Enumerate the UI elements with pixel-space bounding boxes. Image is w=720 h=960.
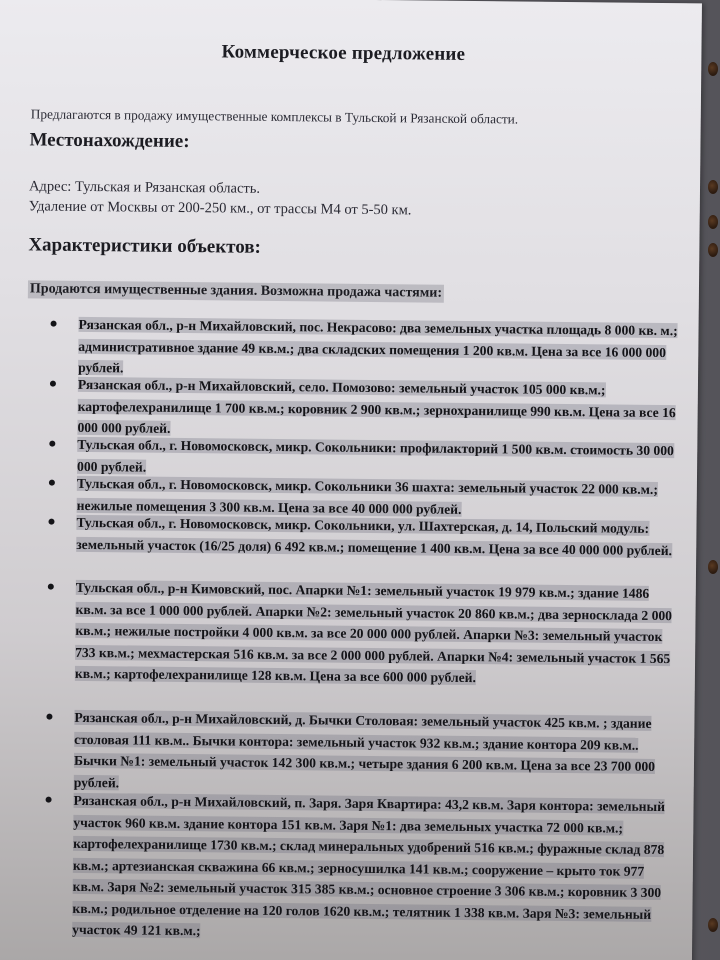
bullet-icon: [48, 584, 54, 590]
ring-hole-icon: [708, 560, 718, 574]
address-line-2: Удаление от Москвы от 200-250 км., от трассы М4 от 5-50 км.: [28, 198, 412, 219]
list-item-text: Тульская обл., г. Новомосковск, микр. Сокольники: профилакторий 1 500 кв.м. стоимость 30 000 000 рублей.: [77, 436, 674, 475]
sale-note: Продаются имущественные здания. Возможна продажа частями:: [28, 280, 444, 302]
list-item-text: Рязанская обл., р-н Михайловский, д. Бычки Столовая: земельный участок 425 кв.м. ; здание столовая 111 кв.м.. Бычки контора: земельный участок 932 кв.м.; здание контора 209 кв.м.. Бычки №1: земельный участок 142 300 кв.м.; четыре здания 6 200 кв.м. Цена за все 23 700 000 рублей.: [73, 709, 656, 790]
intro-text: Предлагаются в продажу имущественные комплексы в Тульской и Рязанской области.: [30, 106, 519, 127]
list-item-text: Рязанская обл., р-н Михайловский, п. Заря. Заря Квартира: 43,2 кв.м. Заря контора: земельный участок 960 кв.м. здание контора 151 кв.м. Заря №1: два земельных участка 72 000 кв.м.; картофелехранилище 1730 кв.м.; склад минеральных удобрений 516 кв.м.; фуражные склад 878 кв.м.; артезианская скважина 66 кв.м.; зерносушилка 141 кв.м.; сооружение – крыто ток 977 кв.м. Заря №2: земельный участок 315 385 кв.м.; основное строение 3 306 кв.м.; коровник 3 300 кв.м.; родильное отделение на 120 голов 1620 кв.м.; телятник 1 338 кв.м. Заря №3: земельный участок 49 121 кв.м.;: [72, 792, 666, 939]
bullet-icon: [46, 714, 52, 720]
bullet-icon: [49, 441, 55, 447]
bullet-icon: [49, 480, 55, 486]
address-line-1: Адрес: Тульская и Рязанская область.: [28, 178, 261, 197]
bullet-icon: [48, 519, 54, 525]
binder-edge: [702, 0, 720, 960]
bullet-icon: [50, 381, 56, 387]
list-item: [75, 577, 676, 691]
ring-hole-icon: [708, 62, 718, 76]
list-item: [76, 512, 676, 561]
characteristics-heading: Характеристики объектов:: [28, 234, 262, 258]
list-item-text: Рязанская обл., р-н Михайловский, село. Помозово: земельный участок 105 000 кв.м.; картофелехранилище 1 700 кв.м.; коровник 2 900 кв.м.; зернохранилище 990 кв.м. Цена за все 16 000 000 рублей.: [77, 376, 676, 436]
document-title: Коммерческое предложение: [221, 41, 466, 65]
ring-hole-icon: [708, 918, 718, 932]
ring-hole-icon: [708, 180, 718, 194]
list-item: [72, 790, 674, 947]
list-item-text: Тульская обл., р-н Кимовский, пос. Апарки №1: земельный участок 19 979 кв.м.; здание 1486 кв.м. за все 1 000 000 рублей. Апарки №2: земельный участок 20 860 кв.м.; два зерносклада 2 000 кв.м.; нежилые постройки 4 000 кв.м. за все 20 000 000 рублей. Апарки №3: земельный участок 733 кв.м.; мехмастерская 516 кв.м. за все 2 000 000 рублей. Апарки №4: земельный участок 1 565 кв.м.; картофелехранилище 128 кв.м. Цена за все 600 000 рублей.: [74, 579, 673, 686]
ring-hole-icon: [708, 243, 718, 257]
ring-hole-icon: [708, 215, 718, 229]
bullet-icon: [51, 321, 57, 327]
list-item: [74, 707, 675, 799]
list-item-text: Тульская обл., г. Новомосковск, микр. Сокольники, ул. Шахтерская, д. 14, Польский модуль: земельный участок (16/25 доля) 6 492 кв.м.; помещение 1 400 кв.м. Цена за все 40 000 000 рублей.: [76, 514, 673, 558]
location-heading: Местонахождение:: [29, 129, 190, 153]
list-item-text: Тульская обл., г. Новомосковск, микр. Сокольники 36 шахта: земельный участок 22 000 кв.м.; нежилые помещения 3 300 кв.м. Цена за все 40 000 000 рублей.: [76, 475, 658, 517]
list-item-text: Рязанская обл., р-н Михайловский, пос. Некрасово: два земельных участка площадь 8 000 кв. м.; административное здание 49 кв.м.; два складских помещения 1 200 кв.м. Цена за все 16 000 000 рублей.: [78, 316, 678, 376]
bullet-icon: [46, 797, 52, 803]
